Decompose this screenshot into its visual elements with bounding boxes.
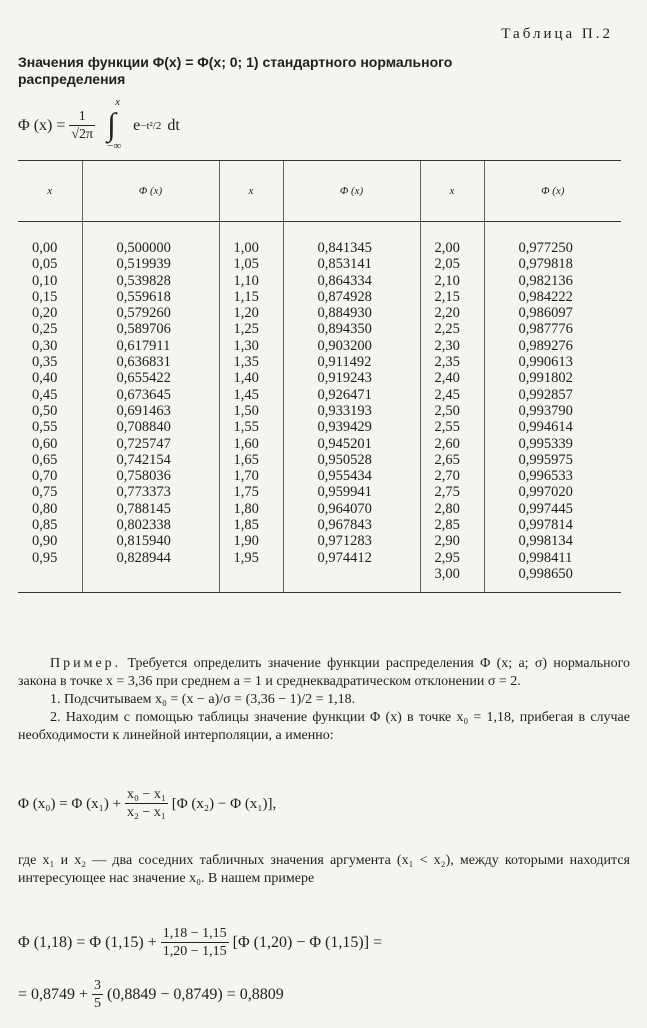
x-value-cell: 1,25 — [219, 321, 283, 337]
table-row — [18, 222, 621, 257]
table-row — [18, 403, 621, 419]
phi-value-cell: 0,788145 — [82, 501, 219, 517]
x-value-cell: 0,25 — [32, 321, 58, 338]
x-value-cell: 1,55 — [219, 419, 283, 435]
phi-value-cell: 0,955434 — [283, 468, 420, 484]
integral-lower-limit: −∞ — [107, 140, 122, 152]
x-value-cell: 0,20 — [32, 305, 58, 322]
phi-value-cell: 0,589706 — [82, 321, 219, 337]
x-value-cell: 1,95 — [219, 550, 283, 566]
phi-value-cell: 0,984222 — [484, 289, 621, 305]
column-header: x — [219, 161, 283, 222]
phi-value-cell: 0,617911 — [82, 338, 219, 354]
phi-value-cell: 0,539828 — [82, 273, 219, 289]
phi-value-cell: 0,997020 — [484, 484, 621, 500]
phi-value-cell: 0,989276 — [484, 338, 621, 354]
table-row — [18, 354, 621, 370]
table-row — [18, 517, 621, 533]
phi-value-cell — [283, 566, 420, 593]
table-row — [18, 256, 621, 272]
coefficient-fraction — [69, 109, 95, 143]
table-body — [18, 222, 621, 593]
phi-value-cell: 0,579260 — [82, 305, 219, 321]
integral-sign: x ∫ −∞ — [107, 96, 122, 152]
phi-value-cell: 0,691463 — [82, 403, 219, 419]
phi-value-cell: 0,974412 — [283, 550, 420, 566]
integral-upper-limit: x — [115, 96, 121, 108]
coefficient-numerator: 1 — [78, 109, 86, 124]
x-value-cell: 1,30 — [219, 338, 283, 354]
definition-formula — [18, 96, 180, 152]
interp-numerator: x₀ − x₁ — [127, 787, 166, 802]
phi-value-cell: 0,742154 — [82, 452, 219, 468]
table-row — [18, 550, 621, 566]
phi-value-cell: 0,971283 — [283, 533, 420, 549]
phi-value-cell: 0,903200 — [283, 338, 420, 354]
phi-value-cell: 0,990613 — [484, 354, 621, 370]
phi-value-cell: 0,500000 — [82, 222, 219, 257]
table-row — [18, 370, 621, 386]
phi-value-cell: 0,802338 — [82, 517, 219, 533]
x-value-cell: 1,85 — [219, 517, 283, 533]
table-header-row — [18, 161, 621, 222]
table-row — [18, 566, 621, 593]
x-value-cell: 1,00 — [219, 222, 283, 257]
result-fraction — [92, 978, 103, 1012]
table-row — [18, 419, 621, 435]
x-value-cell: 2,35 — [420, 354, 484, 370]
x-value-cell: 0,10 — [32, 272, 58, 289]
interp-lhs: Φ (x₀) = Φ (x₁) + — [18, 795, 122, 812]
phi-value-cell: 0,815940 — [82, 533, 219, 549]
x-value-cell: 1,05 — [219, 256, 283, 272]
phi-value-cell: 0,977250 — [484, 222, 621, 257]
x-value-cell: 1,10 — [219, 273, 283, 289]
phi-value-cell: 0,933193 — [283, 403, 420, 419]
result-lhs: = 0,8749 + — [18, 986, 89, 1003]
x-value-cell: 1,60 — [219, 436, 283, 452]
phi-value-cell: 0,998411 — [484, 550, 621, 566]
phi-value-cell: 0,758036 — [82, 468, 219, 484]
x-value-cell: 1,35 — [219, 354, 283, 370]
phi-value-cell: 0,995975 — [484, 452, 621, 468]
phi-value-cell: 0,991802 — [484, 370, 621, 386]
phi-value-cell: 0,841345 — [283, 222, 420, 257]
phi-value-cell: 0,998134 — [484, 533, 621, 549]
example-paragraph-3: 2. Находим с помощью таблицы значение функции Φ (x) в точке x₀ = 1,18, прибегая в случае необходимости к линейной интерполяции, а именно: — [18, 710, 630, 743]
normal-distribution-table — [18, 160, 621, 593]
column-header: x — [18, 161, 82, 222]
x-value-cell: 0,90 — [32, 533, 58, 550]
x-value-cell: 2,70 — [420, 468, 484, 484]
x-value-cell: 0,15 — [32, 288, 58, 305]
phi-value-cell: 0,995339 — [484, 436, 621, 452]
phi-value-cell: 0,559618 — [82, 289, 219, 305]
table-row — [18, 289, 621, 305]
table-row — [18, 387, 621, 403]
x-value-cell: 2,00 — [420, 222, 484, 257]
phi-value-cell: 0,992857 — [484, 387, 621, 403]
x-value-cell: 2,25 — [420, 321, 484, 337]
x-value-cell: 0,80 — [32, 500, 58, 517]
result-rhs: (0,8849 − 0,8749) = 0,8809 — [107, 986, 284, 1003]
x-value-cell: 0,45 — [32, 386, 58, 403]
explanation-text: где x₁ и x₂ — два соседних табличных значения аргумента (x₁ < x₂), между которыми находится интересующее нас значение x₀. В нашем примере — [18, 853, 630, 886]
x-value-cell: 2,65 — [420, 452, 484, 468]
x-value-cell: 1,90 — [219, 533, 283, 549]
x-value-cell: 1,15 — [219, 289, 283, 305]
x-value-cell: 1,40 — [219, 370, 283, 386]
table-caption: Значения функции Φ(x) = Φ(x; 0; 1) стандартного нормального распределения — [18, 54, 453, 87]
phi-value-cell: 0,911492 — [283, 354, 420, 370]
table-row — [18, 273, 621, 289]
result-numerator: 3 — [94, 978, 102, 993]
x-value-cell: 2,15 — [420, 289, 484, 305]
x-value-cell: 0,55 — [32, 419, 58, 436]
phi-value-cell — [82, 566, 219, 593]
calculation-formula — [18, 926, 382, 960]
x-value-cell: 2,90 — [420, 533, 484, 549]
phi-value-cell: 0,874928 — [283, 289, 420, 305]
x-value-cell: 2,50 — [420, 403, 484, 419]
phi-value-cell: 0,945201 — [283, 436, 420, 452]
phi-value-cell: 0,982136 — [484, 273, 621, 289]
x-value-cell: 2,60 — [420, 436, 484, 452]
calc-fraction — [161, 926, 229, 960]
phi-value-cell: 0,673645 — [82, 387, 219, 403]
x-value-cell: 0,60 — [32, 435, 58, 452]
x-value-cell — [219, 566, 283, 593]
x-value-cell: 2,75 — [420, 484, 484, 500]
x-value-cell: 0,00 — [32, 240, 58, 256]
phi-value-cell: 0,964070 — [283, 501, 420, 517]
phi-value-cell: 0,636831 — [82, 354, 219, 370]
x-value-cell: 0,85 — [32, 517, 58, 534]
table-row — [18, 321, 621, 337]
phi-value-cell: 0,894350 — [283, 321, 420, 337]
phi-value-cell: 0,655422 — [82, 370, 219, 386]
x-value-cell: 1,50 — [219, 403, 283, 419]
phi-value-cell: 0,986097 — [484, 305, 621, 321]
table-number: Таблица П.2 — [501, 26, 613, 42]
x-value-cell: 0,35 — [32, 354, 58, 371]
calc-numerator: 1,18 − 1,15 — [162, 926, 227, 941]
example-section — [18, 655, 630, 745]
interp-rhs: [Φ (x₂) − Φ (x₁)], — [171, 795, 277, 812]
coefficient-denominator: √2π — [71, 127, 94, 142]
x-value-cell: 1,20 — [219, 305, 283, 321]
x-value-cell — [18, 566, 82, 593]
phi-value-cell: 0,864334 — [283, 273, 420, 289]
table-row — [18, 338, 621, 354]
column-header: Φ (x) — [82, 161, 219, 222]
x-value-cell: 0,40 — [32, 370, 58, 387]
x-value-cell: 2,85 — [420, 517, 484, 533]
phi-value-cell: 0,959941 — [283, 484, 420, 500]
phi-value-cell: 0,997445 — [484, 501, 621, 517]
x-value-cell: 2,95 — [420, 550, 484, 566]
result-denominator: 5 — [94, 996, 102, 1011]
differential: dt — [167, 117, 180, 134]
phi-value-cell: 0,884930 — [283, 305, 420, 321]
phi-value-cell: 0,979818 — [484, 256, 621, 272]
x-value-cell: 1,65 — [219, 452, 283, 468]
example-paragraph-2: 1. Подсчитываем x₀ = (x − a)/σ = (3,36 − 1)/2 = 1,18. — [50, 692, 356, 707]
x-value-cell: 2,10 — [420, 273, 484, 289]
phi-value-cell: 0,950528 — [283, 452, 420, 468]
x-value-cell: 2,20 — [420, 305, 484, 321]
x-value-cell: 0,30 — [32, 337, 58, 354]
phi-value-cell: 0,773373 — [82, 484, 219, 500]
phi-value-cell: 0,828944 — [82, 550, 219, 566]
table-row — [18, 533, 621, 549]
interpolation-formula — [18, 787, 276, 821]
table-row — [18, 305, 621, 321]
table-row — [18, 501, 621, 517]
phi-value-cell: 0,987776 — [484, 321, 621, 337]
calc-lhs: Φ (1,18) = Φ (1,15) + — [18, 934, 157, 951]
x-value-cell: 3,00 — [420, 566, 484, 593]
table-row — [18, 452, 621, 468]
definition-lhs: Φ (x) = — [18, 117, 66, 134]
phi-value-cell: 0,993790 — [484, 403, 621, 419]
phi-value-cell: 0,994614 — [484, 419, 621, 435]
interp-denominator: x₂ − x₁ — [127, 805, 166, 820]
phi-value-cell: 0,997814 — [484, 517, 621, 533]
result-formula — [18, 978, 284, 1012]
x-value-cell: 2,40 — [420, 370, 484, 386]
phi-value-cell: 0,708840 — [82, 419, 219, 435]
x-value-cell: 1,70 — [219, 468, 283, 484]
x-value-cell: 0,65 — [32, 451, 58, 468]
x-value-cell: 2,30 — [420, 338, 484, 354]
x-value-cell: 2,55 — [420, 419, 484, 435]
calc-denominator: 1,20 − 1,15 — [162, 944, 227, 959]
x-value-cell: 2,80 — [420, 501, 484, 517]
x-value-cell: 1,45 — [219, 387, 283, 403]
interp-fraction — [125, 787, 168, 821]
x-value-cell: 0,50 — [32, 402, 58, 419]
x-value-cell: 1,80 — [219, 501, 283, 517]
x-value-cell: 2,05 — [420, 256, 484, 272]
x-value-cell: 0,70 — [32, 468, 58, 485]
x-value-cell: 2,45 — [420, 387, 484, 403]
example-paragraph-1: Требуется определить значение функции распределения Φ (x; a; σ) нормального закона в точке x = 3,36 при среднем a = 1 и среднеквадратическом отклонении σ = 2. — [18, 656, 631, 689]
integrand-exponent: −t²/2 — [140, 120, 162, 132]
column-header: x — [420, 161, 484, 222]
x-value-cell: 1,75 — [219, 484, 283, 500]
x-value-cell: 0,05 — [32, 256, 58, 273]
table-row — [18, 484, 621, 500]
calc-rhs: [Φ (1,20) − Φ (1,15)] = — [232, 934, 383, 951]
example-lead: Пример. — [50, 656, 122, 671]
x-value-cell: 0,95 — [32, 549, 58, 566]
table-row — [18, 468, 621, 484]
phi-value-cell: 0,939429 — [283, 419, 420, 435]
table-row — [18, 436, 621, 452]
column-header: Φ (x) — [283, 161, 420, 222]
phi-value-cell: 0,519939 — [82, 256, 219, 272]
phi-value-cell: 0,919243 — [283, 370, 420, 386]
phi-value-cell: 0,996533 — [484, 468, 621, 484]
phi-value-cell: 0,926471 — [283, 387, 420, 403]
phi-value-cell: 0,967843 — [283, 517, 420, 533]
column-header: Φ (x) — [484, 161, 621, 222]
integrand-base: e — [133, 117, 141, 134]
phi-value-cell: 0,725747 — [82, 436, 219, 452]
phi-value-cell: 0,853141 — [283, 256, 420, 272]
phi-value-cell: 0,998650 — [484, 566, 621, 593]
x-value-cell: 0,75 — [32, 484, 58, 501]
